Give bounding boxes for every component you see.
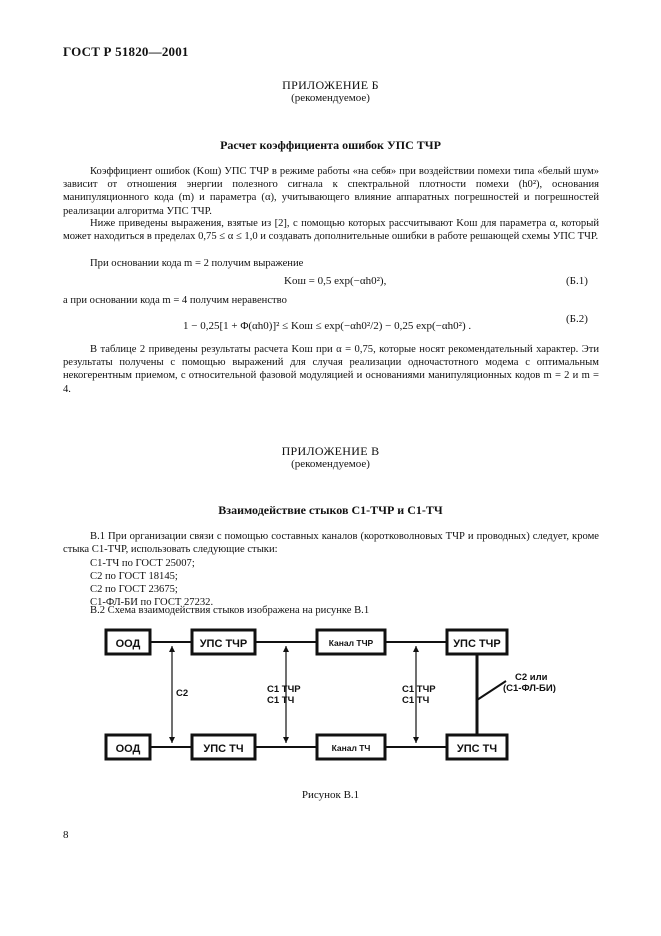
formula-b2: 1 − 0,25[1 + Φ(αh0)]² ≤ Kош ≤ exp(−αh0²/2) − 0,25 exp(−αh0²) . bbox=[183, 320, 472, 332]
figure-caption: Рисунок В.1 bbox=[301, 789, 360, 801]
appendix-v-para2: В.2 Схема взаимодействия стыков изображена на рисунке В.1 bbox=[90, 605, 370, 616]
label-ood-bottom: ООД bbox=[115, 743, 141, 755]
label-channel-tchr: Канал ТЧР bbox=[328, 638, 374, 648]
label-right-line1: С2 или bbox=[515, 672, 548, 683]
appendix-b-para1: Коэффициент ошибок (Kош) УПС ТЧР в режиме работы «на себя» при воздействии помехи типа «белый шум» зависит от отношения энергии полезного сигнала к спектральной плотности помехи (h0²), основания манипуляционного кода (m) и параметра (α), учитывающего влияние аппаратных погрешностей и погрешностей реализации алгоритма УПС ТЧР. bbox=[63, 166, 599, 217]
appendix-v-subtitle: (рекомендуемое) bbox=[291, 458, 370, 470]
label-right-line2: (С1-ФЛ-БИ) bbox=[503, 683, 556, 694]
label-c2: С2 bbox=[176, 688, 189, 699]
label-channel-tch: Канал ТЧ bbox=[331, 743, 371, 753]
appendix-b-para4: а при основании кода m = 4 получим неравенство bbox=[63, 295, 287, 306]
label-ups-tch-right: УПС ТЧ bbox=[456, 743, 498, 755]
label-mid1-line2: С1 ТЧ bbox=[267, 695, 295, 706]
label-ood-top: ООД bbox=[115, 638, 141, 650]
label-ups-tchr-right: УПС ТЧР bbox=[453, 638, 501, 650]
appendix-b-para3: При основании кода m = 2 получим выражение bbox=[90, 258, 304, 269]
appendix-b-para5: В таблице 2 приведены результаты расчета Kош при α = 0,75, которые носят рекомендательный характер. Эти результаты получены с помощью выражений для случая реализации одночастотного модема с оптимальным некогерентным приемом, с относительной фазовой модуляцией и основаниями манипуляционных кодов m = 2 и m = 4. bbox=[63, 344, 599, 395]
formula-b1: Kош = 0,5 exp(−αh0²), bbox=[284, 275, 387, 287]
appendix-b-para2: Ниже приведены выражения, взятые из [2], с помощью которых рассчитывают Kош для параметра α, который может находиться в пределах 0,75 ≤ α ≤ 1,0 и создавать дополнительные ошибки в работе решающей схемы УПС ТЧР. bbox=[63, 218, 599, 243]
page-number: 8 bbox=[63, 829, 69, 841]
label-mid1-line1: С1 ТЧР bbox=[267, 684, 301, 695]
doc-code: ГОСТ Р 51820—2001 bbox=[63, 44, 189, 59]
list-item: С2 по ГОСТ 23675; bbox=[90, 584, 178, 595]
list-item: С1-ТЧ по ГОСТ 25007; bbox=[90, 558, 195, 569]
formula-b2-number: (Б.2) bbox=[566, 313, 588, 325]
list-item: С2 по ГОСТ 18145; bbox=[90, 571, 178, 582]
label-ups-tchr-left: УПС ТЧР bbox=[199, 638, 248, 650]
appendix-b-title: ПРИЛОЖЕНИЕ Б bbox=[282, 78, 379, 92]
appendix-v-title: ПРИЛОЖЕНИЕ В bbox=[281, 444, 380, 458]
list-item: С1-ФЛ-БИ по ГОСТ 27232. bbox=[90, 597, 214, 608]
label-mid2-line1: С1 ТЧР bbox=[402, 684, 436, 695]
appendix-b-subtitle: (рекомендуемое) bbox=[291, 92, 370, 104]
formula-b1-number: (Б.1) bbox=[566, 275, 588, 287]
appendix-v-para1: В.1 При организации связи с помощью составных каналов (коротковолновых ТЧР и проводных) следует, кроме стыка С1-ТЧР, использовать следующие стыки: bbox=[63, 531, 599, 556]
appendix-b-section-title: Расчет коэффициента ошибок УПС ТЧР bbox=[220, 138, 441, 152]
label-ups-tch-left: УПС ТЧ bbox=[203, 743, 244, 755]
appendix-v-section-title: Взаимодействие стыков С1-ТЧР и С1-ТЧ bbox=[218, 503, 443, 517]
label-mid2-line2: С1 ТЧ bbox=[402, 695, 430, 706]
